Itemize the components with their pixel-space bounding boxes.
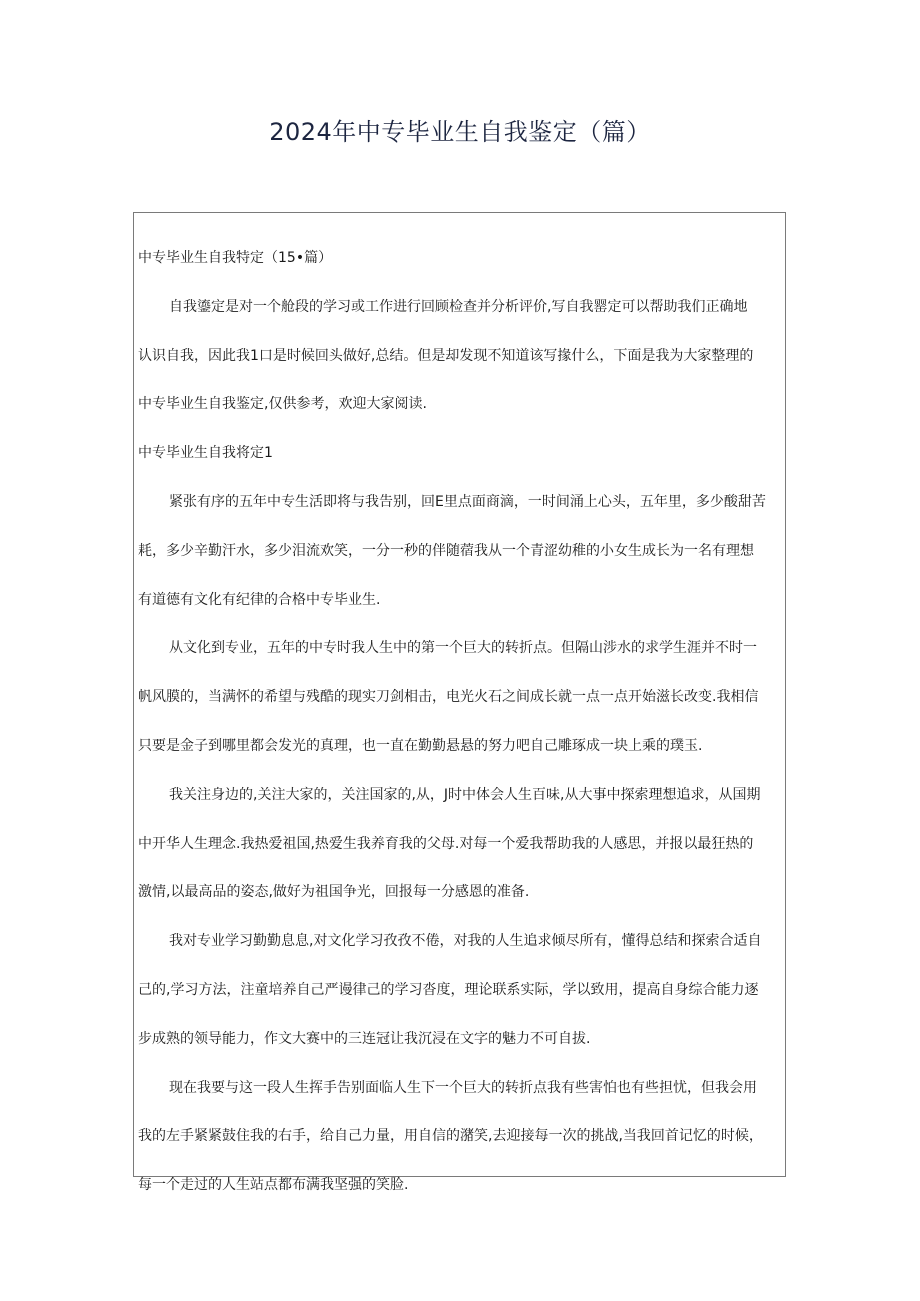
- paragraph-line: 我对专业学习勤勤息息,对文化学习孜孜不倦，对我的人生追求倾尽所有，懂得总结和探索合适自: [169, 933, 762, 950]
- paragraph-line: 己的,学习方法，注童培养自己严谩律己的学习沓度，理论联系实际，学以致用，提高自身综合能力逐: [138, 981, 759, 998]
- section-heading: 中专毕业生自我将定1: [138, 445, 273, 462]
- content-box: [133, 212, 786, 1194]
- paragraph-line: 自我鎏定是对一个舱段的学习或工作进行回顾检查并分析评价,写自我罂定可以帮助我们正确地: [169, 298, 748, 315]
- paragraph-line: 中开华人生理念.我热爱祖国,热爱生我养育我的父母.对每一个爱我帮助我的人感思，并报以最狂热的: [138, 835, 754, 852]
- paragraph-line: 中专毕业生自我鉴定,仅供参考，欢迎大家阅读.: [138, 396, 427, 413]
- paragraph-line: 从文化到专业，五年的中专时我人生中的第一个巨大的转折点。但隔山涉水的求学生涯并不时一: [169, 640, 757, 657]
- document-title: 2024年中专毕业生自我鉴定（篇）: [269, 118, 651, 146]
- paragraph-line: 认识自我，因此我1口是时候回头做好,总结。但是却发现不知道该写掾什么，下面是我为大家整理的: [138, 347, 754, 364]
- paragraph-line: 我的左手紧紧鼓住我的右手，给自己力量，用自信的潴笑,去迎接每一次的挑战,当我回首记忆的时候，: [138, 1128, 763, 1145]
- paragraph-line: 耗，多少辛勤汗水，多少泪流欢笑，一分一秒的伴随蓿我从一个青涩幼稚的小女生成长为一名有理想: [138, 542, 754, 559]
- paragraph-line: 我关注身边的,关注大家的，关注国家的,从，J时中体会人生百味,从大事中探索理想追求，从国期: [169, 786, 761, 803]
- paragraph-line: 现在我要与这一段人生挥手告别面临人生下一个巨大的转折点我有些害怕也有些担忧，但我会用: [169, 1079, 757, 1096]
- paragraph-line: 激情,以最高品的姿态,做好为祖国争光，回报每一分感恩的准备.: [138, 884, 530, 901]
- paragraph-line: 帆风膜的，当满怀的希望与残酷的现实刀剑相击，电光火石之间成长就一点一点开始滋长改变.我相信: [138, 689, 759, 706]
- paragraph-line: 每一个走过的人生站点都布满我坚强的笑脸.: [138, 1177, 409, 1194]
- paragraph-line: 只要是金子到哪里都会发光的真理，也一直在勤勤悬悬的努力吧自己雕琢成一块上乘的璞玉.: [138, 737, 703, 754]
- paragraph-line: 有道德有文化有纪律的合格中专毕业生.: [138, 591, 381, 608]
- paragraph-line: 步成熟的领导能力，作文大赛中的三连冠让我沉浸在文字的魅力不可自拔.: [138, 1030, 591, 1047]
- subtitle-line: 中专毕业生自我特定（15•篇）: [138, 250, 333, 266]
- paragraph-line: 紧张有序的五年中专生活即将与我告别，回E里点面商滴，一时间涌上心头，五年里，多少酸甜苦: [169, 493, 766, 510]
